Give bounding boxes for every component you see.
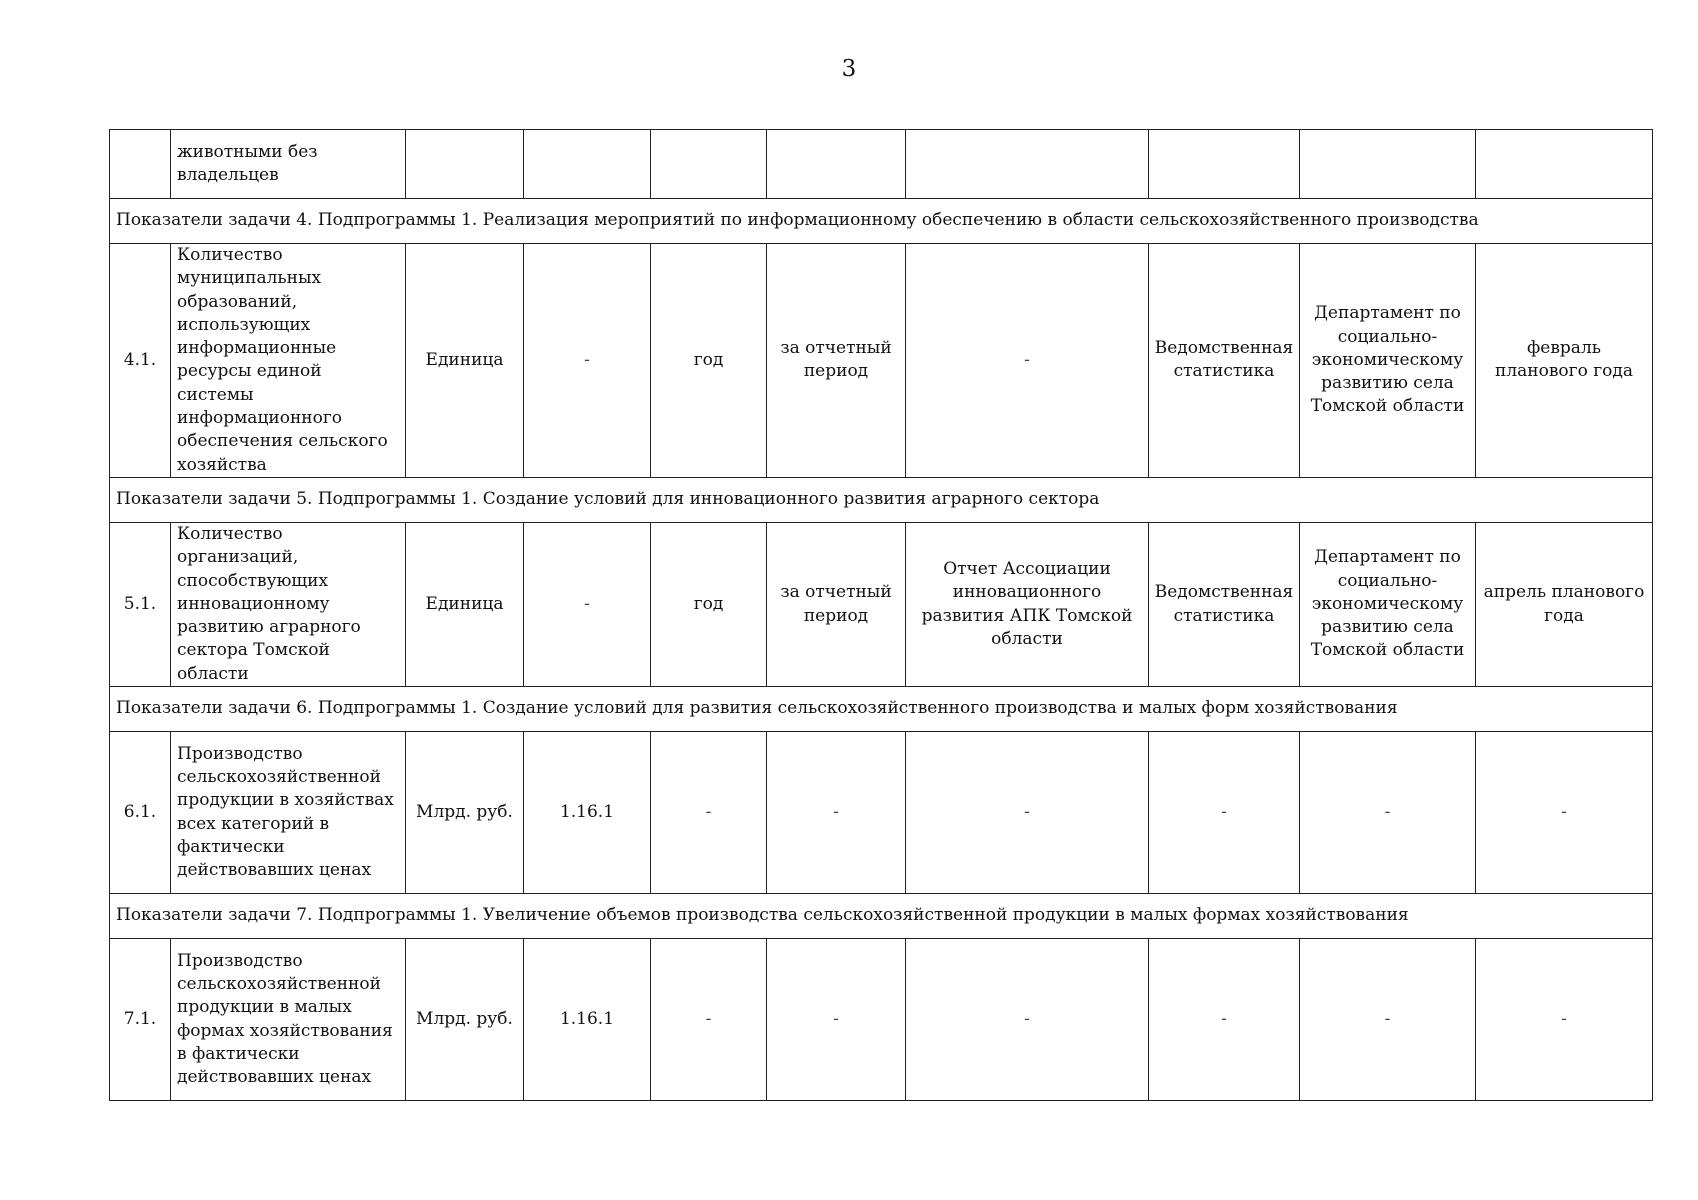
cell-number: 7.1. [110, 939, 171, 1101]
cell-indicator-name: Количество организаций, способствующих инновационному развитию аграрного сектора Томской области [171, 522, 406, 686]
cell-deadline: - [1476, 939, 1653, 1101]
cell-method: - [1149, 939, 1300, 1101]
cell-periodicity: год [651, 244, 767, 478]
cell-source: - [906, 732, 1149, 894]
cell-deadline: апрель планового года [1476, 522, 1653, 686]
cell-number: 6.1. [110, 732, 171, 894]
cell-source: - [906, 244, 1149, 478]
cell-unit [406, 130, 524, 199]
cell-responsible: Департамент по социально-экономическому развитию села Томской области [1300, 244, 1476, 478]
cell-unit: Единица [406, 522, 524, 686]
cell-periodicity: - [651, 939, 767, 1101]
cell-number: 4.1. [110, 244, 171, 478]
cell-indicator-name: Производство сельскохозяйственной продукции в хозяйствах всех категорий в фактически действовавших ценах [171, 732, 406, 894]
cell-deadline [1476, 130, 1653, 199]
cell-responsible [1300, 130, 1476, 199]
cell-method [1149, 130, 1300, 199]
section-heading: Показатели задачи 5. Подпрограммы 1. Создание условий для инновационного развития аграрного сектора [110, 477, 1653, 522]
cell-indicator-name: Производство сельскохозяйственной продукции в малых формах хозяйствования в фактически действовавших ценах [171, 939, 406, 1101]
table-row-continuation [110, 130, 1653, 199]
cell-source: Отчет Ассоциации инновационного развития АПК Томской области [906, 522, 1149, 686]
cell-periodicity: год [651, 522, 767, 686]
page-number: 3 [841, 56, 857, 82]
section-heading: Показатели задачи 6. Подпрограммы 1. Создание условий для развития сельскохозяйственного производства и малых форм хозяйствования [110, 687, 1653, 732]
cell-method: - [1149, 732, 1300, 894]
cell-number [110, 130, 171, 199]
cell-unit: Млрд. руб. [406, 939, 524, 1101]
cell-method: Ведомственная статистика [1149, 522, 1300, 686]
section-heading: Показатели задачи 7. Подпрограммы 1. Увеличение объемов производства сельскохозяйственной продукции в малых формах хозяйствования [110, 894, 1653, 939]
cell-code [524, 130, 651, 199]
indicators-table [109, 129, 1653, 1101]
section-row-task-7 [110, 894, 1653, 939]
section-row-task-4 [110, 199, 1653, 244]
cell-period: - [767, 939, 906, 1101]
cell-number: 5.1. [110, 522, 171, 686]
cell-deadline: - [1476, 732, 1653, 894]
cell-indicator-name: Количество муниципальных образований, использующих информационные ресурсы единой системы информационного обеспечения сельского хозяйства [171, 244, 406, 478]
table-row-6-1 [110, 732, 1653, 894]
cell-unit: Млрд. руб. [406, 732, 524, 894]
cell-deadline: февраль планового года [1476, 244, 1653, 478]
cell-code: - [524, 522, 651, 686]
cell-code: 1.16.1 [524, 939, 651, 1101]
cell-period [767, 130, 906, 199]
cell-responsible: - [1300, 732, 1476, 894]
section-row-task-5 [110, 477, 1653, 522]
cell-unit: Единица [406, 244, 524, 478]
cell-periodicity [651, 130, 767, 199]
section-heading: Показатели задачи 4. Подпрограммы 1. Реализация мероприятий по информационному обеспечению в области сельскохозяйственного производства [110, 199, 1653, 244]
cell-source [906, 130, 1149, 199]
cell-code: - [524, 244, 651, 478]
section-row-task-6 [110, 687, 1653, 732]
table-row-5-1 [110, 522, 1653, 686]
cell-periodicity: - [651, 732, 767, 894]
table-row-4-1 [110, 244, 1653, 478]
cell-responsible: Департамент по социально-экономическому развитию села Томской области [1300, 522, 1476, 686]
cell-responsible: - [1300, 939, 1476, 1101]
cell-method: Ведомственная статистика [1149, 244, 1300, 478]
table-row-7-1 [110, 939, 1653, 1101]
cell-period: за отчетный период [767, 244, 906, 478]
cell-code: 1.16.1 [524, 732, 651, 894]
cell-indicator-name: животными без владельцев [171, 130, 406, 199]
cell-period: за отчетный период [767, 522, 906, 686]
cell-source: - [906, 939, 1149, 1101]
cell-period: - [767, 732, 906, 894]
